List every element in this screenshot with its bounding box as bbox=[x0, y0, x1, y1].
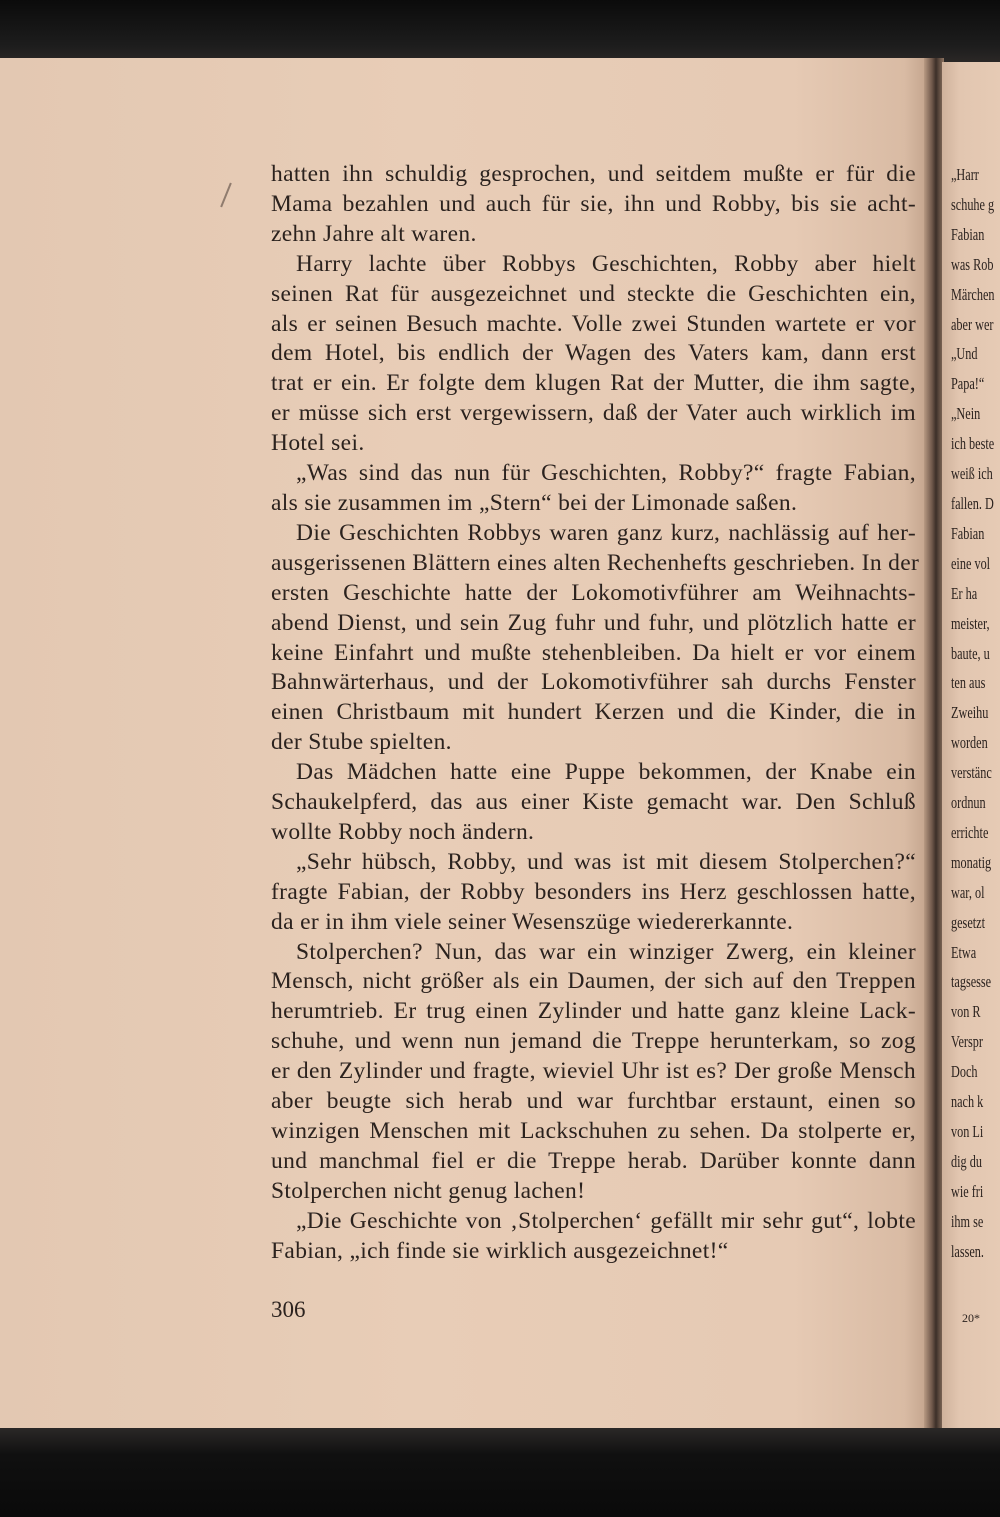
text-line: Etwa bbox=[951, 942, 977, 962]
text-line: aber beugte sich herab und war furchtbar erstaunt, einen so bbox=[271, 1088, 916, 1115]
text-line: was Rob bbox=[951, 254, 994, 274]
text-line: Papa!“ bbox=[951, 374, 985, 394]
text-line: der Stube spielten. bbox=[271, 729, 452, 756]
text-line: „Harr bbox=[951, 165, 979, 184]
text-line: Fabian bbox=[951, 523, 985, 543]
text-line: als er seinen Besuch machte. Volle zwei Stunden wartete er vor bbox=[271, 310, 916, 337]
text-line: herumtrieb. Er trug einen Zylinder und hatte ganz kleine Lack- bbox=[271, 998, 916, 1025]
text-line: ihm se bbox=[951, 1211, 984, 1231]
text-line: einen Christbaum mit hundert Kerzen und die Kinder, die in bbox=[271, 699, 916, 726]
text-line: trat er ein. Er folgte dem klugen Rat der Mutter, die ihm sagte, bbox=[271, 370, 916, 397]
text-line: er den Zylinder und fragte, wieviel Uhr ist es? Der große Mensch bbox=[271, 1058, 916, 1085]
right-page-text bbox=[951, 160, 995, 1267]
text-line: schuhe, und wenn nun jemand die Treppe herunterkam, so zog bbox=[271, 1028, 916, 1055]
text-line: Harry lachte über Robbys Geschichten, Robby aber hielt bbox=[296, 250, 916, 277]
text-line: Verspr bbox=[951, 1032, 983, 1052]
text-line: Märchen bbox=[951, 284, 995, 304]
text-line: errichte bbox=[951, 822, 989, 842]
text-line: Fabian, „ich finde sie wirklich ausgezeichnet!“ bbox=[271, 1237, 729, 1264]
left-page-text bbox=[271, 160, 920, 1267]
text-line: Mama bezahlen und auch für sie, ihn und Robby, bis sie acht- bbox=[271, 190, 916, 217]
text-line: „Was sind das nun für Geschichten, Robby?“ fragte Fabian, bbox=[296, 460, 916, 487]
text-line: worden bbox=[951, 733, 988, 753]
text-line: winzigen Menschen mit Lackschuhen zu sehen. Da stolperte er, bbox=[271, 1118, 916, 1144]
text-line: fragte Fabian, der Robby besonders ins Herz geschlossen hatte, bbox=[271, 878, 916, 905]
text-line: Fabian bbox=[951, 224, 985, 244]
text-line: Doch bbox=[951, 1062, 978, 1082]
text-line: monatig bbox=[951, 852, 992, 872]
text-line: lassen. bbox=[951, 1241, 984, 1261]
text-line: Er ha bbox=[951, 583, 978, 603]
scan-background-bottom bbox=[0, 1428, 1000, 1517]
text-line: abend Dienst, und sein Zug fuhr und fuhr, und plötzlich hatte er bbox=[271, 609, 916, 636]
text-line: eine vol bbox=[951, 553, 991, 573]
text-line: seinen Rat für ausgezeichnet und steckte die Geschichten ein, bbox=[271, 280, 916, 307]
text-line: schuhe g bbox=[951, 194, 995, 214]
text-line: da er in ihm viele seiner Wesenszüge wiedererkannte. bbox=[271, 908, 794, 935]
scan-background-top bbox=[0, 0, 1000, 66]
text-line: „Sehr hübsch, Robby, und was ist mit diesem Stolperchen?“ bbox=[296, 848, 916, 875]
text-line: ersten Geschichte hatte der Lokomotivführer am Weihnachts- bbox=[271, 579, 916, 606]
text-line: zehn Jahre alt waren. bbox=[271, 220, 477, 247]
text-line: wie fri bbox=[951, 1181, 984, 1201]
text-line: verstänc bbox=[951, 763, 992, 783]
right-page-number: 20* bbox=[962, 1311, 980, 1325]
text-line: und manchmal fiel er die Treppe herab. Darüber konnte dann bbox=[271, 1147, 916, 1174]
text-line: hatten ihn schuldig gesprochen, und seitdem mußte er für die bbox=[271, 161, 916, 187]
text-line: ich beste bbox=[951, 434, 995, 454]
text-line: dig du bbox=[951, 1151, 982, 1171]
text-line: von Li bbox=[951, 1122, 984, 1141]
text-line: „Nein bbox=[951, 404, 981, 424]
text-line: Zweihu bbox=[951, 703, 989, 723]
text-line: Stolperchen nicht genug lachen! bbox=[271, 1177, 586, 1204]
text-line: keine Einfahrt und mußte stehenbleiben. Da hielt er vor einem bbox=[271, 639, 916, 666]
text-line: von R bbox=[951, 1002, 981, 1022]
text-line: Bahnwärterhaus, und der Lokomotivführer sah durchs Fenster bbox=[271, 669, 916, 696]
text-line: fallen. D bbox=[951, 493, 994, 513]
text-line: aber wer bbox=[951, 314, 994, 334]
text-line: er müsse sich erst vergewissern, daß der Vater auch wirklich im bbox=[271, 400, 916, 427]
text-line: tagsesse bbox=[951, 972, 992, 992]
text-line: weiß ich bbox=[951, 464, 993, 484]
text-line: war, ol bbox=[951, 882, 985, 902]
text-line: meister, bbox=[951, 613, 990, 633]
page-number: 306 bbox=[271, 1297, 306, 1322]
text-line: Mensch, nicht größer als ein Daumen, der sich auf den Treppen bbox=[271, 968, 916, 995]
text-line: ten aus bbox=[951, 673, 986, 693]
text-line: dem Hotel, bis endlich der Wagen des Vaters kam, dann erst bbox=[271, 340, 916, 367]
text-line: Hotel sei. bbox=[271, 430, 365, 457]
text-line: baute, u bbox=[951, 643, 990, 663]
text-line: Stolperchen? Nun, das war ein winziger Zwerg, ein kleiner bbox=[296, 938, 916, 965]
text-line: wollte Robby noch ändern. bbox=[271, 818, 535, 845]
text-line: gesetzt bbox=[951, 912, 985, 932]
text-line: nach k bbox=[951, 1092, 984, 1112]
text-line: Die Geschichten Robbys waren ganz kurz, nachlässig auf her- bbox=[296, 519, 916, 546]
text-line: als sie zusammen im „Stern“ bei der Limonade saßen. bbox=[271, 489, 798, 516]
text-line: ausgerissenen Blättern eines alten Rechenhefts geschrieben. In der bbox=[271, 549, 920, 576]
text-line: Schaukelpferd, das aus einer Kiste gemacht war. Den Schluß bbox=[271, 789, 916, 816]
book-gutter bbox=[924, 58, 944, 1434]
text-line: ordnun bbox=[951, 793, 986, 813]
text-line: „Die Geschichte von ‚Stolperchen‘ gefällt mir sehr gut“, lobte bbox=[296, 1207, 916, 1234]
text-line: „Und bbox=[951, 344, 978, 364]
text-line: Das Mädchen hatte eine Puppe bekommen, der Knabe ein bbox=[296, 759, 916, 786]
